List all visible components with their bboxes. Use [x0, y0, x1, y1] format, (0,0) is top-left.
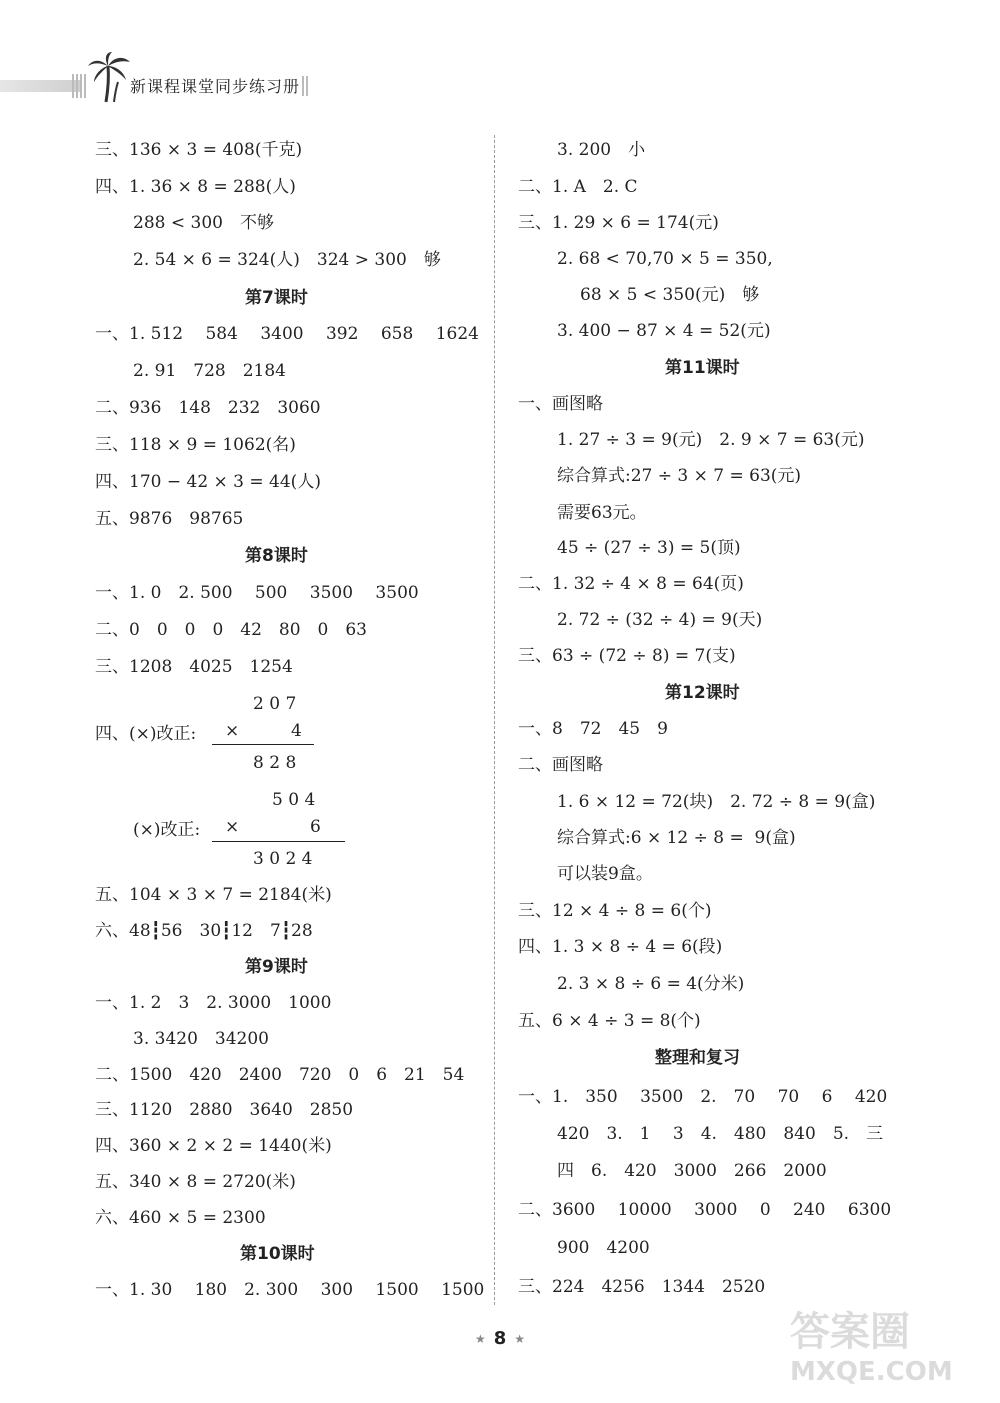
section-heading: 第10课时 — [240, 1244, 315, 1264]
answer-line: 2. 3 × 8 ÷ 6 = 4(分米) — [557, 974, 745, 994]
calc-line — [212, 841, 345, 842]
answer-line: 五、340 × 8 = 2720(米) — [95, 1172, 296, 1192]
answer-line: 2. 68 < 70,70 × 5 = 350, — [557, 249, 773, 269]
answer-line: 3. 200 小 — [557, 140, 646, 160]
answer-line: 一、画图略 — [518, 394, 603, 414]
answer-line: 一、1. 2 3 2. 3000 1000 — [95, 993, 332, 1013]
answer-line: 三、224 4256 1344 2520 — [518, 1277, 766, 1297]
watermark — [790, 1300, 970, 1395]
answer-line: 二、画图略 — [518, 755, 603, 775]
answer-line: 一、1. 512 584 3400 392 658 1624 — [95, 324, 479, 344]
vertical-calc-multiplier: 4 — [291, 721, 302, 741]
star-icon: ★ — [474, 1332, 486, 1346]
multiply-sign: × — [225, 817, 240, 837]
answer-line: 一、8 72 45 9 — [518, 719, 668, 739]
answer-line: 六、48┇56 30┇12 7┇28 — [95, 921, 313, 941]
answer-line: 一、1. 30 180 2. 300 300 1500 1500 — [95, 1280, 485, 1300]
section-heading: 第8课时 — [245, 546, 308, 566]
answer-line: 45 ÷ (27 ÷ 3) = 5(顶) — [557, 538, 741, 558]
section-heading: 整理和复习 — [655, 1048, 740, 1068]
answer-line: 2. 54 × 6 = 324(人) 324 > 300 够 — [133, 250, 441, 270]
answer-line: 四、360 × 2 × 2 = 1440(米) — [95, 1136, 332, 1156]
answer-line: 三、63 ÷ (72 ÷ 8) = 7(支) — [518, 646, 736, 666]
answer-line: 四、1. 36 × 8 = 288(人) — [95, 177, 296, 197]
answer-line: 三、1. 29 × 6 = 174(元) — [518, 213, 719, 233]
answer-line: 可以装9盒。 — [557, 864, 653, 884]
answer-line: 二、0 0 0 0 42 80 0 63 — [95, 620, 367, 640]
section-heading: 第7课时 — [245, 288, 308, 308]
header-stripes — [72, 74, 86, 98]
answer-line: 68 × 5 < 350(元) 够 — [580, 285, 760, 305]
answer-line: 288 < 300 不够 — [133, 213, 274, 233]
answer-line: 900 4200 — [557, 1238, 650, 1258]
answer-line: 综合算式:27 ÷ 3 × 7 = 63(元) — [557, 466, 802, 486]
answer-line: 三、12 × 4 ÷ 8 = 6(个) — [518, 901, 712, 921]
vertical-calc-result: 8 2 8 — [253, 753, 297, 773]
header-bar — [0, 80, 80, 92]
section-heading: 第12课时 — [665, 683, 740, 703]
section-heading: 第9课时 — [245, 957, 308, 977]
answer-line: 1. 6 × 12 = 72(块) 2. 72 ÷ 8 = 9(盒) — [557, 792, 876, 812]
answer-line: 一、1. 350 3500 2. 70 70 6 420 — [518, 1087, 888, 1107]
answer-line: 3. 400 − 87 × 4 = 52(元) — [557, 321, 771, 341]
watermark-url: MXQE.COM — [790, 1357, 953, 1387]
palm-tree-icon — [86, 52, 132, 104]
answer-line: 二、3600 10000 3000 0 240 6300 — [518, 1200, 892, 1220]
calc-line — [212, 744, 314, 745]
answer-line: 420 3. 1 3 4. 480 840 5. 三 — [557, 1124, 884, 1144]
header-stripes-right — [302, 76, 310, 96]
answer-line: 综合算式:6 × 12 ÷ 8 = 9(盒) — [557, 828, 796, 848]
answer-line: 1. 27 ÷ 3 = 9(元) 2. 9 × 7 = 63(元) — [557, 430, 865, 450]
answer-line: 五、6 × 4 ÷ 3 = 8(个) — [518, 1011, 701, 1031]
answer-line: 二、1500 420 2400 720 0 6 21 54 — [95, 1065, 465, 1085]
answer-line: 三、1208 4025 1254 — [95, 657, 293, 677]
correction-label: (×)改正: — [133, 820, 201, 840]
answer-line: 四、170 − 42 × 3 = 44(人) — [95, 472, 321, 492]
vertical-calc-top: 2 0 7 — [253, 694, 297, 714]
star-icon: ★ — [514, 1332, 526, 1346]
book-title: 新课程课堂同步练习册 — [130, 77, 301, 96]
answer-line: 3. 3420 34200 — [133, 1029, 269, 1049]
watermark-logo: 答案圈 — [790, 1309, 910, 1355]
answer-line: 五、104 × 3 × 7 = 2184(米) — [95, 885, 332, 905]
answer-line: 一、1. 0 2. 500 500 3500 3500 — [95, 583, 419, 603]
answer-line: 三、136 × 3 = 408(千克) — [95, 140, 303, 160]
answer-line: 三、1120 2880 3640 2850 — [95, 1100, 354, 1120]
answer-line: 六、460 × 5 = 2300 — [95, 1208, 266, 1228]
answer-line: 四 6. 420 3000 266 2000 — [557, 1161, 827, 1181]
page-header — [0, 60, 1000, 110]
correction-label: 四、(×)改正: — [95, 724, 197, 744]
answer-line: 需要63元。 — [557, 503, 647, 523]
answer-line: 2. 72 ÷ (32 ÷ 4) = 9(天) — [557, 610, 763, 630]
vertical-calc-top: 5 0 4 — [272, 790, 316, 810]
page-number-value: 8 — [493, 1328, 507, 1349]
answer-line: 二、1. A 2. C — [518, 177, 638, 197]
vertical-calc-result: 3 0 2 4 — [253, 849, 313, 869]
answer-line: 三、118 × 9 = 1062(名) — [95, 435, 296, 455]
multiply-sign: × — [225, 721, 240, 741]
section-heading: 第11课时 — [665, 358, 740, 378]
column-divider — [494, 135, 495, 1305]
vertical-calc-multiplier: 6 — [310, 817, 321, 837]
answer-line: 二、1. 32 ÷ 4 × 8 = 64(页) — [518, 574, 744, 594]
answer-line: 二、936 148 232 3060 — [95, 398, 321, 418]
answer-line: 五、9876 98765 — [95, 509, 244, 529]
answer-line: 四、1. 3 × 8 ÷ 4 = 6(段) — [518, 937, 723, 957]
answer-line: 2. 91 728 2184 — [133, 361, 286, 381]
